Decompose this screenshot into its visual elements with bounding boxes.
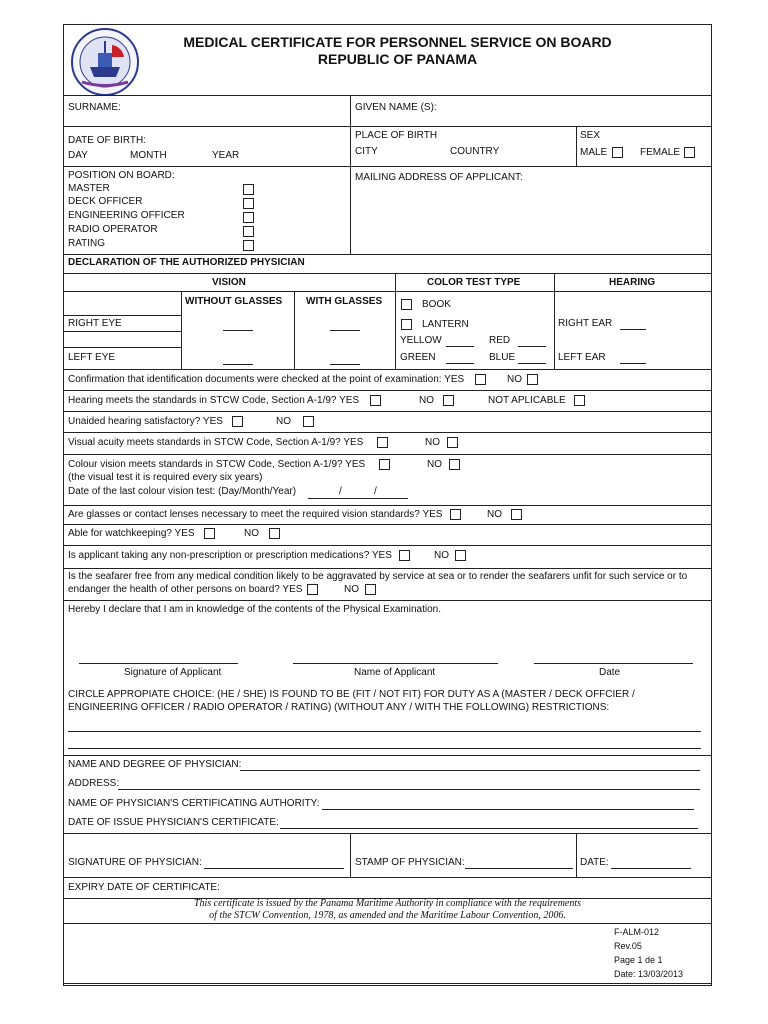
surname-label: SURNAME: xyxy=(68,102,121,113)
restrictions-line-2[interactable] xyxy=(68,748,701,749)
circle-choice-line2: ENGINEERING OFFICER / RADIO OPERATOR / RATING) (WITHOUT ANY / WITH THE FOLLOWING) RESTRICTIONS: xyxy=(68,702,610,713)
left-eye-without-field[interactable] xyxy=(223,364,253,365)
restrictions-line-1[interactable] xyxy=(68,731,701,732)
color-red-label: RED xyxy=(489,335,511,346)
applicant-name-line[interactable] xyxy=(293,663,498,664)
q-hearing-na-checkbox[interactable] xyxy=(574,395,585,406)
left-eye-with-field[interactable] xyxy=(330,364,360,365)
q-watch-yes-checkbox[interactable] xyxy=(204,528,215,539)
q-seafarer-fit-line1: Is the seafarer free from any medical condition likely to be aggravated by service at sea or to render the seafarers unfit for such service or to xyxy=(68,571,688,582)
q-meds-no-label: NO xyxy=(434,550,449,561)
q-medications: Is applicant taking any non-prescription or prescription medications? YES xyxy=(68,550,392,561)
color-book-label: BOOK xyxy=(422,299,451,310)
given-name-label: GIVEN NAME (S): xyxy=(355,102,437,113)
position-master-label: MASTER xyxy=(68,183,110,194)
physician-address-label: ADDRESS: xyxy=(68,778,120,789)
position-rating-label: RATING xyxy=(68,238,106,249)
vision-header: VISION xyxy=(212,277,246,288)
color-lantern-checkbox[interactable] xyxy=(401,319,412,330)
color-blue-label: BLUE xyxy=(489,352,516,363)
right-eye-with-field[interactable] xyxy=(330,330,360,331)
color-yellow-field[interactable] xyxy=(446,346,474,347)
circle-choice-line1: CIRCLE APPROPIATE CHOICE: (HE / SHE) IS FOUND TO BE (FIT / NOT FIT) FOR DUTY AS A (MASTER / DECK OFFCIER / xyxy=(68,689,635,700)
left-ear-label: LEFT EAR xyxy=(558,352,606,363)
date-line[interactable] xyxy=(534,663,693,664)
right-ear-label: RIGHT EAR xyxy=(558,318,613,329)
q-colour-date-label: Date of the last colour vision test: (Day/Month/Year) xyxy=(68,486,297,497)
dob-year-label: YEAR xyxy=(212,150,240,161)
q-watch-no-label: NO xyxy=(244,528,259,539)
color-green-label: GREEN xyxy=(400,352,436,363)
q-seafarer-no-label: NO xyxy=(344,584,359,595)
q-colour-yes-checkbox[interactable] xyxy=(379,459,390,470)
pob-label: PLACE OF BIRTH xyxy=(355,130,438,141)
q-hearing-standards: Hearing meets the standards in STCW Code, Section A-1/9? YES xyxy=(68,395,360,406)
form-title-line2: REPUBLIC OF PANAMA xyxy=(317,51,478,67)
q-watch-no-checkbox[interactable] xyxy=(269,528,280,539)
q-seafarer-yes-checkbox[interactable] xyxy=(307,584,318,595)
position-radio-label: RADIO OPERATOR xyxy=(68,224,158,235)
q-unaided-no-checkbox[interactable] xyxy=(303,416,314,427)
color-book-checkbox[interactable] xyxy=(401,299,412,310)
physician-name-field[interactable] xyxy=(240,770,700,771)
color-yellow-label: YELLOW xyxy=(400,335,442,346)
physician-signature-label: SIGNATURE OF PHYSICIAN: xyxy=(68,857,202,868)
authority-logo xyxy=(68,27,142,97)
physician-date-field[interactable] xyxy=(611,868,691,869)
physician-authority-field[interactable] xyxy=(322,809,694,810)
physician-authority-label: NAME OF PHYSICIAN'S CERTIFICATING AUTHORITY: xyxy=(68,798,320,809)
medical-certificate-form xyxy=(63,24,712,986)
q-unaided-hearing: Unaided hearing satisfactory? YES xyxy=(68,416,223,427)
pob-country-label: COUNTRY xyxy=(450,146,500,157)
signature-applicant-label: Signature of Applicant xyxy=(124,667,222,678)
color-red-field[interactable] xyxy=(518,346,546,347)
footer-note-line2: of the STCW Convention, 1978, as amended and the Maritime Labour Convention, 2006. xyxy=(209,910,566,921)
position-engineering-label: ENGINEERING OFFICER xyxy=(68,210,185,221)
position-rating-checkbox[interactable] xyxy=(243,240,254,251)
color-lantern-label: LANTERN xyxy=(422,319,469,330)
right-eye-label: RIGHT EYE xyxy=(68,318,122,329)
q-visual-yes-checkbox[interactable] xyxy=(377,437,388,448)
q-id-yes-checkbox[interactable] xyxy=(475,374,486,385)
q-colour-no-label: NO xyxy=(427,459,442,470)
q-colour-no-checkbox[interactable] xyxy=(449,459,460,470)
sex-female-checkbox[interactable] xyxy=(684,147,695,158)
hearing-header: HEARING xyxy=(609,277,656,288)
q-hearing-no-checkbox[interactable] xyxy=(443,395,454,406)
position-deck-officer-label: DECK OFFICER xyxy=(68,196,143,207)
form-page: Page 1 de 1 xyxy=(614,955,663,965)
q-glasses-no-label: NO xyxy=(487,509,502,520)
q-seafarer-no-checkbox[interactable] xyxy=(365,584,376,595)
sex-male-checkbox[interactable] xyxy=(612,147,623,158)
physician-issue-label: DATE OF ISSUE PHYSICIAN'S CERTIFICATE: xyxy=(68,817,279,828)
q-watchkeeping: Able for watchkeeping? YES xyxy=(68,528,195,539)
physician-name-label: NAME AND DEGREE OF PHYSICIAN: xyxy=(68,759,242,770)
declare-text: Hereby I declare that I am in knowledge of the contents of the Physical Examination. xyxy=(68,604,441,615)
sex-male-label: MALE xyxy=(580,147,608,158)
sex-label: SEX xyxy=(580,130,601,141)
sex-female-label: FEMALE xyxy=(640,147,681,158)
q-visual-no-checkbox[interactable] xyxy=(447,437,458,448)
date-slash-1: / xyxy=(339,486,342,497)
q-glasses-yes-checkbox[interactable] xyxy=(450,509,461,520)
q-colour-vision: Colour vision meets standards in STCW Code, Section A-1/9? YES xyxy=(68,459,366,470)
vision-with-glasses-header: WITH GLASSES xyxy=(306,296,383,307)
q-colour-note: (the visual test it is required every six years) xyxy=(68,472,263,483)
position-master-checkbox[interactable] xyxy=(243,184,254,195)
form-code: F-ALM-012 xyxy=(614,927,660,937)
dob-month-label: MONTH xyxy=(130,150,167,161)
q-visual-acuity: Visual acuity meets standards in STCW Code, Section A-1/9? YES xyxy=(68,437,364,448)
color-green-field[interactable] xyxy=(446,363,474,364)
q-meds-yes-checkbox[interactable] xyxy=(399,550,410,561)
position-deck-officer-checkbox[interactable] xyxy=(243,198,254,209)
q-glasses-no-checkbox[interactable] xyxy=(511,509,522,520)
physician-address-field[interactable] xyxy=(118,789,700,790)
footer-note-line1: This certificate is issued by the Panama Maritime Authority in compliance with the requirements xyxy=(193,898,582,909)
physician-signature-field[interactable] xyxy=(204,868,344,869)
q-hearing-yes-checkbox[interactable] xyxy=(370,395,381,406)
name-applicant-label: Name of Applicant xyxy=(354,667,436,678)
position-radio-checkbox[interactable] xyxy=(243,226,254,237)
q-id-documents: Confirmation that identification documents were checked at the point of examination: YES xyxy=(68,374,465,385)
date-slash-2: / xyxy=(374,486,377,497)
color-test-header: COLOR TEST TYPE xyxy=(427,277,521,288)
form-date: Date: 13/03/2013 xyxy=(614,969,684,979)
declaration-title: DECLARATION OF THE AUTHORIZED PHYSICIAN xyxy=(68,257,305,268)
physician-issue-field[interactable] xyxy=(280,828,698,829)
right-eye-without-field[interactable] xyxy=(223,330,253,331)
position-engineering-checkbox[interactable] xyxy=(243,212,254,223)
mailing-address-label: MAILING ADDRESS OF APPLICANT: xyxy=(355,172,523,183)
dob-label: DATE OF BIRTH: xyxy=(68,135,146,146)
left-eye-label: LEFT EYE xyxy=(68,352,116,363)
q-glasses: Are glasses or contact lenses necessary to meet the required vision standards? YES xyxy=(68,509,443,520)
q-id-no-checkbox[interactable] xyxy=(527,374,538,385)
form-revision: Rev.05 xyxy=(614,941,642,951)
physician-stamp-label: STAMP OF PHYSICIAN: xyxy=(355,857,465,868)
physician-stamp-field[interactable] xyxy=(465,868,573,869)
q-meds-no-checkbox[interactable] xyxy=(455,550,466,561)
date-label: Date xyxy=(599,667,621,678)
q-colour-date-field[interactable] xyxy=(308,498,408,499)
right-ear-field[interactable] xyxy=(620,329,646,330)
applicant-signature-line[interactable] xyxy=(79,663,238,664)
q-seafarer-fit-line2: endanger the health of other persons on board? YES xyxy=(68,584,303,595)
dob-day-label: DAY xyxy=(68,150,88,161)
q-hearing-no-label: NO xyxy=(419,395,434,406)
q-visual-no-label: NO xyxy=(425,437,440,448)
q-hearing-na-label: NOT APLICABLE xyxy=(488,395,566,406)
expiry-date-label: EXPIRY DATE OF CERTIFICATE: xyxy=(68,882,220,893)
q-unaided-no-label: NO xyxy=(276,416,291,427)
position-label: POSITION ON BOARD: xyxy=(68,170,175,181)
color-blue-field[interactable] xyxy=(518,363,546,364)
form-title-line1: MEDICAL CERTIFICATE FOR PERSONNEL SERVICE ON BOARD xyxy=(183,34,612,50)
pob-city-label: CITY xyxy=(355,146,378,157)
q-unaided-yes-checkbox[interactable] xyxy=(232,416,243,427)
vision-without-glasses-header: WITHOUT GLASSES xyxy=(185,296,283,307)
physician-date-label: DATE: xyxy=(580,857,609,868)
q-id-no-label: NO xyxy=(507,374,522,385)
left-ear-field[interactable] xyxy=(620,363,646,364)
